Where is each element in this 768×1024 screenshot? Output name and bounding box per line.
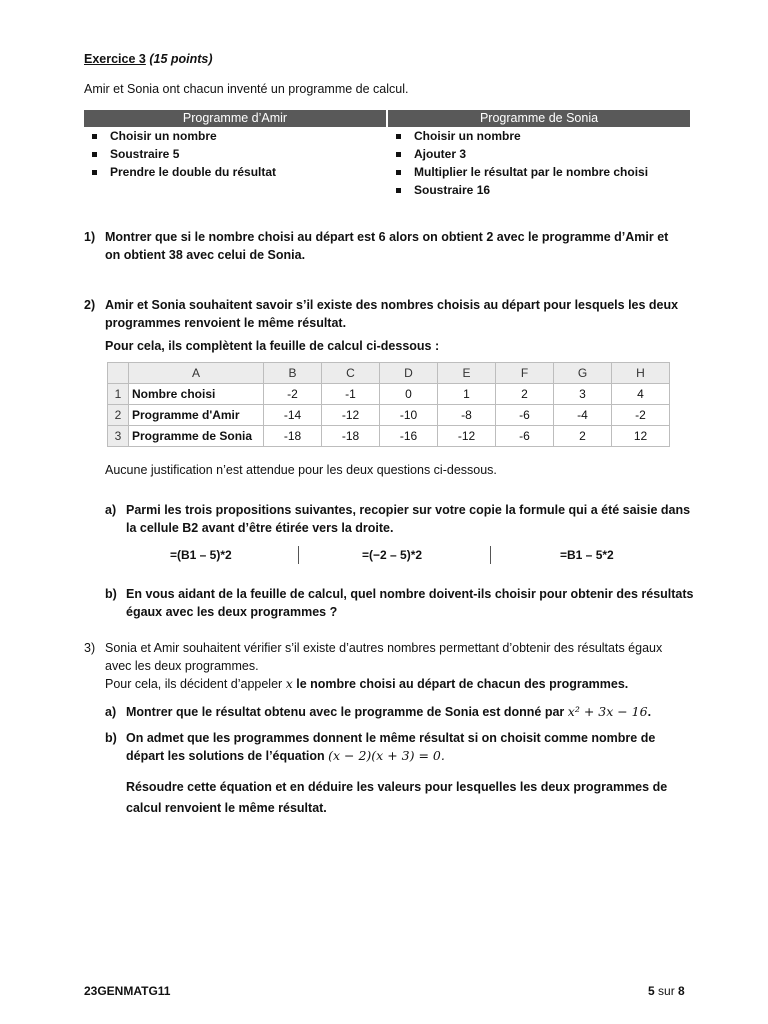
page-number	[648, 984, 685, 998]
question-3b	[105, 729, 695, 765]
exercise-title	[84, 52, 213, 66]
question-2b	[105, 585, 695, 621]
question-text: Sonia et Amir souhaitent vérifier s’il existe d’autres nombres permettant d’obtenir des résultats égaux avec les deux programmes.	[105, 641, 663, 673]
program-amir-step: Soustraire 5	[84, 145, 386, 163]
question-text: En vous aidant de la feuille de calcul, quel nombre doivent-ils choisir pour obtenir des résultats égaux avec les deux programmes ?	[126, 587, 694, 619]
page-current: 5	[648, 984, 655, 998]
equation: (x − 2)(x + 3) = 0.	[328, 748, 445, 763]
table-row	[108, 384, 670, 405]
program-sonia-step: Ajouter 3	[388, 145, 690, 163]
expression: x² + 3x − 16	[567, 704, 648, 719]
exercise-intro: Amir et Sonia ont chacun inventé un programme de calcul.	[84, 82, 409, 96]
question-number: a)	[105, 705, 117, 719]
cell: 4	[612, 384, 670, 405]
question-text: Montrer que le résultat obtenu avec le programme de Sonia est donné par	[126, 705, 565, 719]
spreadsheet-lead: Pour cela, ils complètent la feuille de calcul ci-dessous :	[105, 339, 440, 353]
question-1	[84, 228, 684, 264]
cell: -6	[496, 405, 554, 426]
question-number: a)	[105, 503, 117, 517]
row-label: Programme d'Amir	[129, 405, 264, 426]
program-amir-step: Prendre le double du résultat	[84, 163, 386, 181]
spreadsheet-corner	[108, 363, 129, 384]
row-label: Programme de Sonia	[129, 426, 264, 447]
question-number: b)	[105, 587, 117, 601]
program-sonia-title: Programme de Sonia	[388, 110, 690, 127]
column-header: D	[380, 363, 438, 384]
cell: 3	[554, 384, 612, 405]
question-number: 1)	[84, 230, 96, 244]
column-header: F	[496, 363, 554, 384]
table-row	[108, 426, 670, 447]
question-number: 2)	[84, 298, 96, 312]
program-sonia-step: Multiplier le résultat par le nombre choisi	[388, 163, 690, 181]
cell: -6	[496, 426, 554, 447]
row-header: 2	[108, 405, 129, 426]
question-2a	[105, 501, 695, 537]
cell: -2	[612, 405, 670, 426]
cell: 1	[438, 384, 496, 405]
cell: -16	[380, 426, 438, 447]
cell: -14	[264, 405, 322, 426]
row-label: Nombre choisi	[129, 384, 264, 405]
table-row	[108, 405, 670, 426]
document-code: 23GENMATG11	[84, 984, 171, 998]
program-sonia-step: Choisir un nombre	[388, 127, 690, 145]
variable-x: x	[285, 676, 293, 691]
q3-text-post: le nombre choisi au départ de chacun des programmes.	[296, 677, 629, 691]
q2-note: Aucune justification n’est attendue pour les deux questions ci-dessous.	[105, 463, 497, 477]
cell: 2	[496, 384, 554, 405]
cell: -8	[438, 405, 496, 426]
question-3	[84, 639, 684, 675]
formula-divider	[298, 546, 299, 564]
column-header: H	[612, 363, 670, 384]
column-header: B	[264, 363, 322, 384]
column-header: E	[438, 363, 496, 384]
question-text: Montrer que si le nombre choisi au départ est 6 alors on obtient 2 avec le programme d’Amir et on obtient 38 avec celui de Sonia.	[105, 230, 669, 262]
question-text: Amir et Sonia souhaitent savoir s’il existe des nombres choisis au départ pour lesquels les deux programmes renvoient le même résultat.	[105, 298, 679, 330]
row-header: 3	[108, 426, 129, 447]
q3-text-pre: Pour cela, ils décident d’appeler	[105, 677, 283, 691]
cell: 12	[612, 426, 670, 447]
cell: -18	[322, 426, 380, 447]
cell: 0	[380, 384, 438, 405]
question-number: b)	[105, 731, 117, 745]
formula-divider	[490, 546, 491, 564]
column-header: G	[554, 363, 612, 384]
page-of: sur	[658, 984, 675, 998]
cell: -10	[380, 405, 438, 426]
program-amir-title: Programme d’Amir	[84, 110, 386, 127]
cell: -12	[438, 426, 496, 447]
program-amir-step: Choisir un nombre	[84, 127, 386, 145]
program-amir	[84, 110, 386, 181]
cell: 2	[554, 426, 612, 447]
program-sonia-step: Soustraire 16	[388, 181, 690, 199]
question-text: On admet que les programmes donnent le même résultat si on choisit comme nombre de départ les solutions de l’équation	[126, 731, 656, 763]
question-3a: a) Montrer que le résultat obtenu avec le programme de Sonia est donné par x² + 3x − 16.	[105, 704, 652, 719]
cell: -18	[264, 426, 322, 447]
cell: -12	[322, 405, 380, 426]
cell: -1	[322, 384, 380, 405]
question-text: Parmi les trois propositions suivantes, recopier sur votre copie la formule qui a été saisie dans la cellule B2 avant d’être étirée vers la droite.	[126, 503, 691, 535]
program-sonia	[388, 110, 690, 199]
question-number: 3)	[84, 641, 96, 655]
formula-option: =(−2 – 5)*2	[362, 548, 423, 562]
question-3b-instruction: Résoudre cette équation et en déduire les valeurs pour lesquelles les deux programmes de calcul renvoient le même résultat.	[126, 780, 668, 815]
column-header: C	[322, 363, 380, 384]
column-header: A	[129, 363, 264, 384]
formula-option: =B1 – 5*2	[560, 548, 614, 562]
row-header: 1	[108, 384, 129, 405]
cell: -2	[264, 384, 322, 405]
page-total: 8	[678, 984, 685, 998]
exercise-label: Exercice 3	[84, 52, 146, 66]
spreadsheet	[107, 362, 670, 447]
formula-option: =(B1 – 5)*2	[170, 548, 232, 562]
question-3-variable-line	[105, 675, 695, 693]
exercise-points: (15 points)	[149, 52, 213, 66]
cell: -4	[554, 405, 612, 426]
question-2	[84, 296, 684, 332]
spreadsheet-column-header-row	[108, 363, 670, 384]
